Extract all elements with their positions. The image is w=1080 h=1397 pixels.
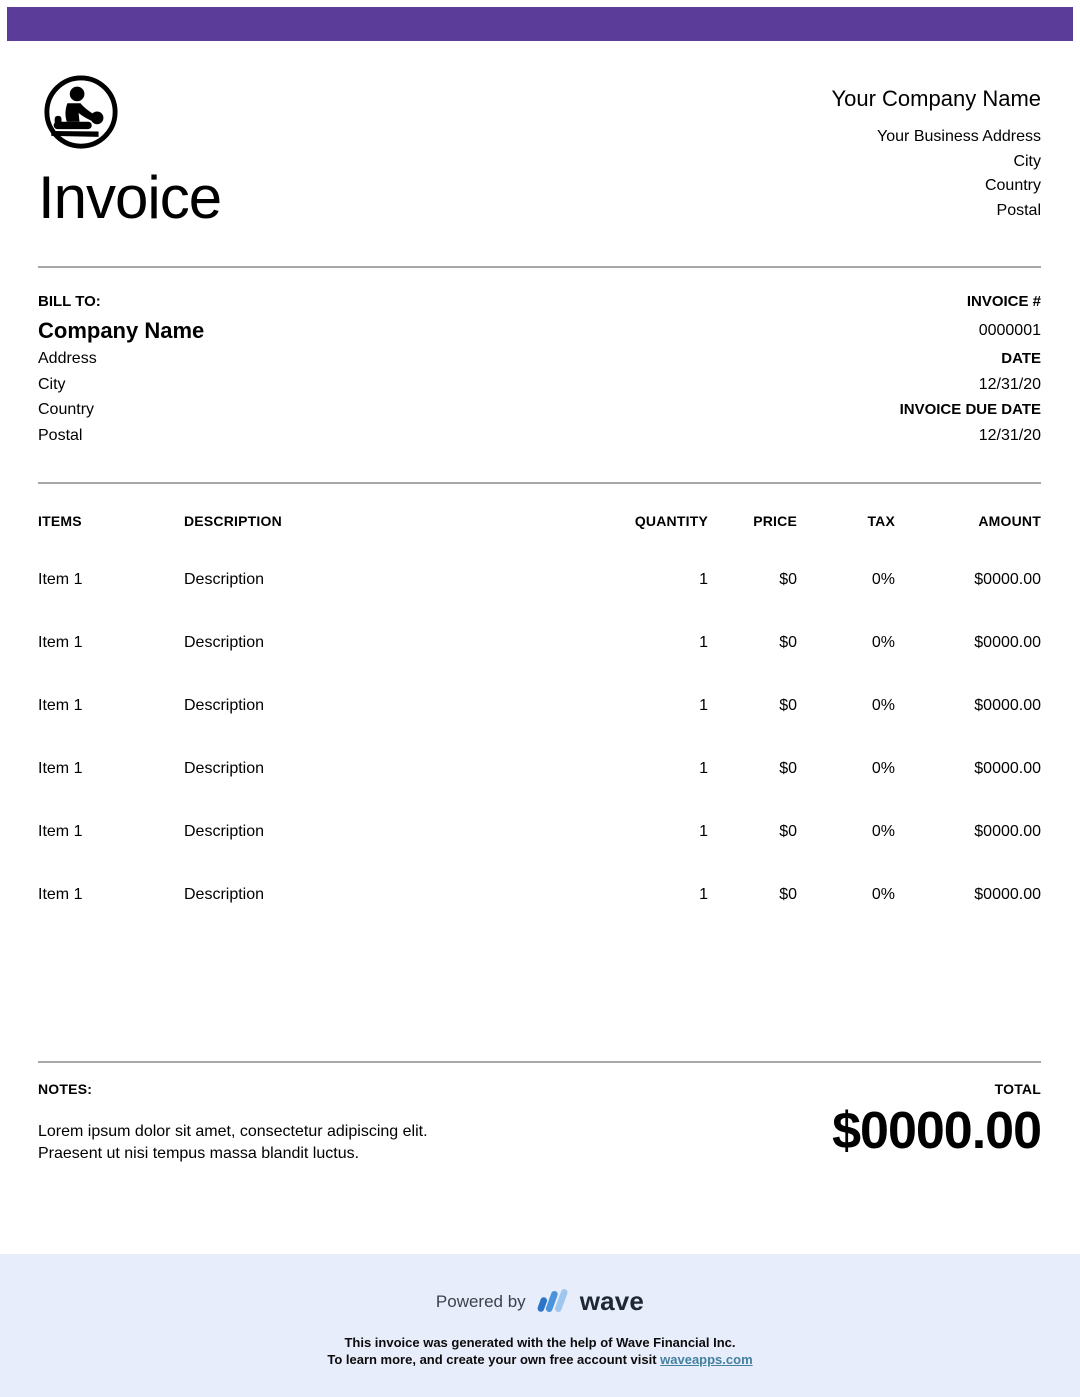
item-description-cell: Description [184,823,265,840]
invoice-due-date-value: 12/31/20 [978,426,1041,444]
company-info-block [538,85,1041,223]
item-tax-cell: 0% [871,760,895,777]
item-price-cell: $0 [779,571,797,588]
billing-section [38,288,1041,448]
wave-footer [0,1254,1080,1397]
item-name-cell: Item 1 [38,760,83,777]
notes-label: NOTES: [38,1081,93,1097]
divider [38,482,1041,484]
footer-generated-text: This invoice was generated with the help of Wave Financial Inc. [344,1335,736,1350]
item-price-cell: $0 [779,823,797,840]
waveapps-link[interactable]: waveapps.com [660,1352,753,1367]
company-address-line: Postal [996,201,1041,219]
invoice-number-value: 0000001 [978,322,1041,339]
table-row [38,632,1041,653]
item-price-cell: $0 [779,886,797,903]
item-name-cell: Item 1 [38,571,83,588]
item-description-cell: Description [184,697,265,714]
page-title: Invoice [38,164,222,231]
notes-line: Lorem ipsum dolor sit amet, consectetur adipiscing elit. [38,1123,428,1140]
total-label: TOTAL [994,1081,1041,1097]
column-header-items: ITEMS [38,513,82,529]
company-address-line: Your Business Address [877,128,1041,145]
item-description-cell: Description [184,634,265,651]
bill-to-address-line: Address [38,350,97,367]
item-quantity-cell: 1 [699,634,708,651]
company-name: Your Company Name [831,86,1041,111]
table-row [38,758,1041,779]
item-quantity-cell: 1 [699,697,708,714]
item-name-cell: Item 1 [38,634,83,651]
item-amount-cell: $0000.00 [974,823,1041,840]
item-description-cell: Description [184,571,265,588]
invoice-date-value: 12/31/20 [978,375,1041,393]
item-amount-cell: $0000.00 [974,571,1041,588]
item-price-cell: $0 [779,760,797,777]
powered-by-text: Powered by [435,1291,526,1311]
table-row [38,821,1041,842]
item-amount-cell: $0000.00 [974,760,1041,777]
item-tax-cell: 0% [871,571,895,588]
item-tax-cell: 0% [871,697,895,714]
items-table [38,512,1041,947]
notes-block [38,1081,428,1164]
item-name-cell: Item 1 [38,823,83,840]
wave-wordmark: wave [579,1286,645,1316]
bill-to-address-line: Postal [38,426,83,444]
divider [38,266,1041,268]
company-address-line: Country [984,177,1041,194]
wave-logo-icon [535,1287,571,1316]
item-quantity-cell: 1 [699,571,708,588]
company-address-line: City [1013,152,1041,170]
item-tax-cell: 0% [871,634,895,651]
item-quantity-cell: 1 [699,886,708,903]
item-name-cell: Item 1 [38,886,83,903]
item-quantity-cell: 1 [699,760,708,777]
invoice-due-date-label: INVOICE DUE DATE [899,401,1041,418]
items-table-header [38,512,1041,530]
bill-to-address-line: Country [38,401,95,418]
item-amount-cell: $0000.00 [974,886,1041,903]
item-quantity-cell: 1 [699,823,708,840]
item-tax-cell: 0% [871,886,895,903]
table-row [38,695,1041,716]
item-description-cell: Description [184,886,265,903]
column-header-description: DESCRIPTION [184,513,282,529]
table-row [38,569,1041,590]
column-header-amount: AMOUNT [978,513,1041,529]
item-tax-cell: 0% [871,823,895,840]
item-amount-cell: $0000.00 [974,697,1041,714]
table-row [38,884,1041,905]
notes-line: Praesent ut nisi tempus massa blandit luctus. [38,1144,360,1162]
bill-to-company: Company Name [38,318,205,343]
column-header-quantity: QUANTITY [634,513,708,529]
total-block [832,1081,1041,1164]
item-description-cell: Description [184,760,265,777]
item-amount-cell: $0000.00 [974,634,1041,651]
notes-total-section [38,1081,1041,1164]
item-name-cell: Item 1 [38,697,83,714]
column-header-tax: TAX [867,513,895,529]
divider [38,1061,1041,1063]
invoice-date-label: DATE [1001,350,1041,367]
item-price-cell: $0 [779,697,797,714]
accent-header-bar [7,7,1073,41]
invoice-number-label: INVOICE # [966,293,1041,310]
bill-to-address-line: City [38,375,66,393]
column-header-price: PRICE [753,513,797,529]
item-price-cell: $0 [779,634,797,651]
footer-learn-more-text: To learn more, and create your own free account visit waveapps.com [327,1352,753,1367]
massage-therapy-logo-icon [42,73,120,151]
total-value: $0000.00 [832,1102,1041,1160]
bill-to-label: BILL TO: [38,293,101,310]
